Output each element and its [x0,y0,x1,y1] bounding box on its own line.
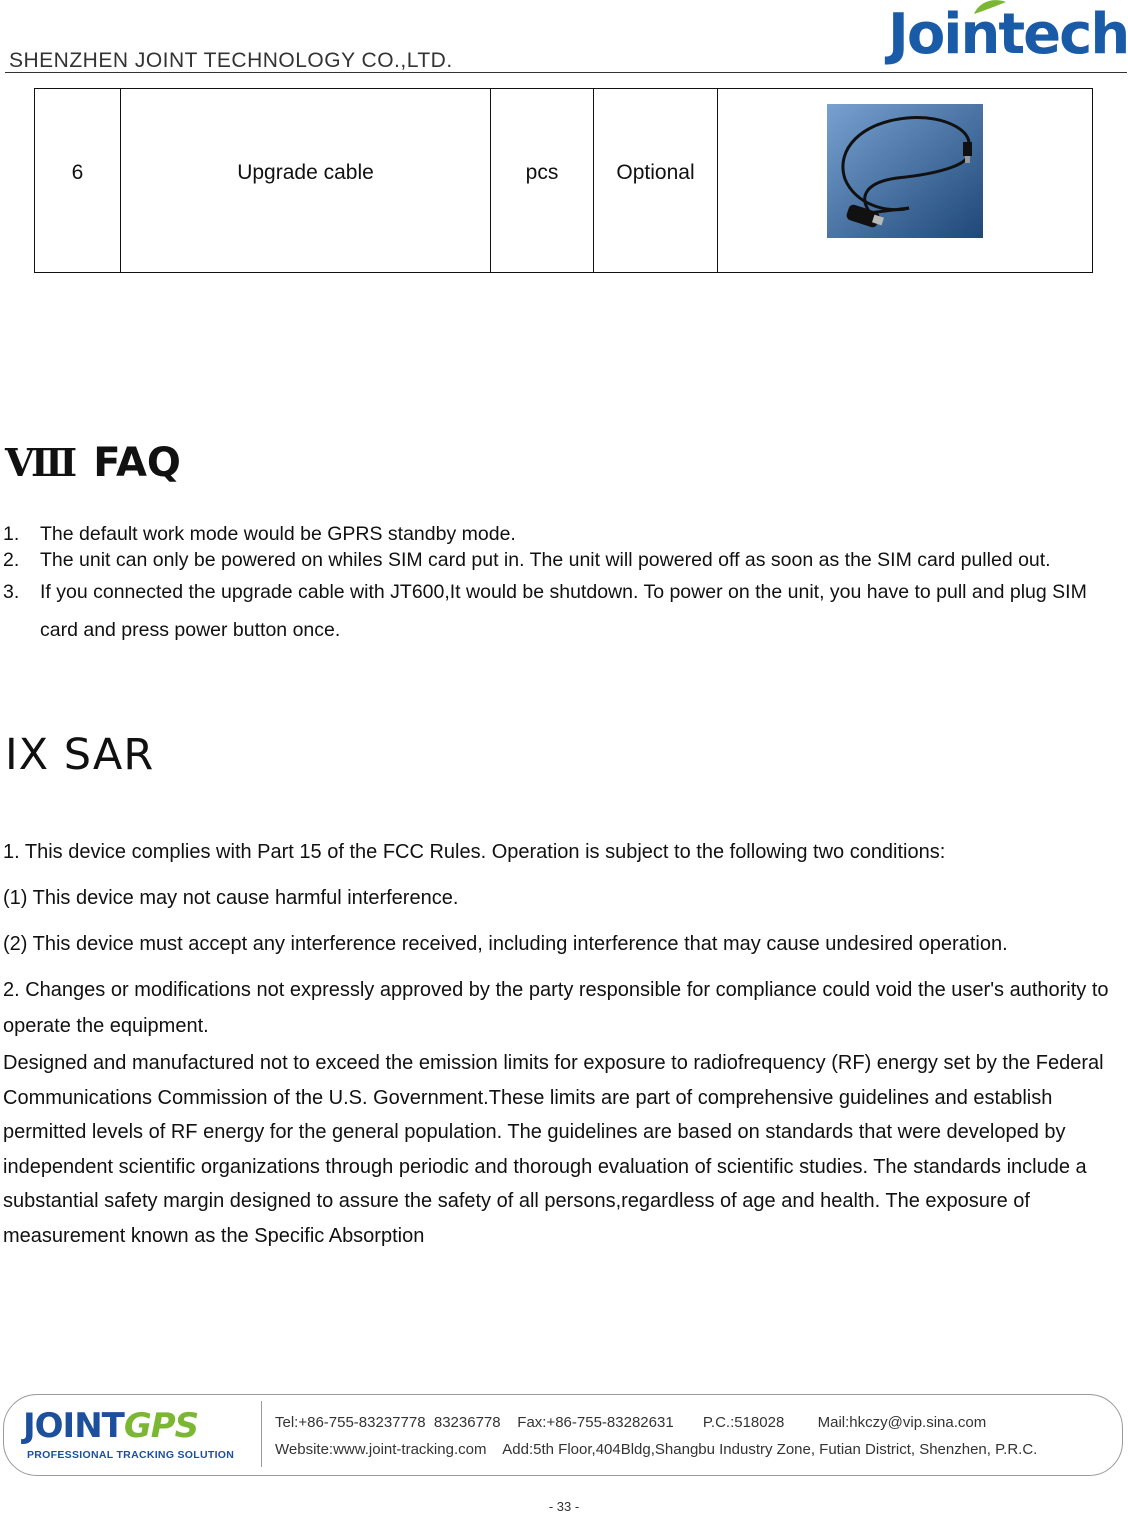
cell-no: 6 [35,89,121,273]
header-divider [5,72,1127,73]
footer [3,1394,1123,1476]
paragraph: (2) This device must accept any interference received, including interference that may cause undesired operation. [3,933,1008,955]
footer-divider [261,1401,262,1467]
contact-line: Website:www.joint-tracking.com Add:5th Floor,404Bldg,Shangbu Industry Zone, Futian District, Shenzhen, P.R.C. [275,1441,1038,1458]
accessory-table [34,88,1093,273]
sar-heading: IX SAR [5,730,155,780]
usb-cable-icon [827,104,983,238]
table-row [35,89,1093,273]
logo-gps: GPS [123,1406,199,1446]
paragraph: (1) This device may not cause harmful interference. [3,887,459,909]
logo-tagline: PROFESSIONAL TRACKING SOLUTION [27,1449,235,1461]
cell-photo [718,89,1093,273]
company-name: SHENZHEN JOINT TECHNOLOGY CO.,LTD. [9,49,453,72]
list-item: 3. If you connected the upgrade cable with JT600,It would be shutdown. To power on the unit, you have to pull and plug SIM card and press power button once. [3,581,1087,641]
jointgps-logo [23,1406,249,1466]
logo-text: Jointech [888,2,1128,67]
jointech-logo [888,0,1128,70]
paragraph: 2. Changes or modifications not expressly approved by the party responsible for compliance could void the user's authority to operate the equipment. [3,979,1109,1037]
cell-name: Upgrade cable [121,89,491,273]
cell-status: Optional [594,89,718,273]
logo-joint: JOINT [23,1406,124,1446]
paragraph: Designed and manufactured not to exceed the emission limits for exposure to radiofrequency (RF) energy set by the Federal Communications Commission of the U.S. Government.These limits are part of comprehensive guidelines and establish permitted levels of RF energy for the general population. The guidelines are based on standards that were developed by independent scientific organizations through periodic and thorough evaluation of scientific studies. The standards include a substantial safety margin designed to assure the safety of all persons,regardless of age and health. The exposure of measurement known as the Specific Absorption [3,1052,1104,1247]
faq-heading [5,440,181,486]
section-title: FAQ [93,440,181,486]
contact-line: Tel:+86-755-83237778 83236778 Fax:+86-755-83282631 P.C.:518028 Mail:hkczy@vip.sina.com [275,1414,987,1431]
paragraph: 1. This device complies with Part 15 of the FCC Rules. Operation is subject to the following two conditions: [3,841,946,863]
sar-body [3,834,1127,1253]
list-item: 2. The unit can only be powered on whiles SIM card put in. The unit will powered off as soon as the SIM card pulled out. [3,549,1051,571]
page-number: - 33 - [548,1499,580,1514]
section-number: Ⅷ [5,440,76,485]
cell-unit: pcs [491,89,594,273]
faq-list [0,521,1128,649]
list-item: 1. The default work mode would be GPRS standby mode. [3,523,516,545]
